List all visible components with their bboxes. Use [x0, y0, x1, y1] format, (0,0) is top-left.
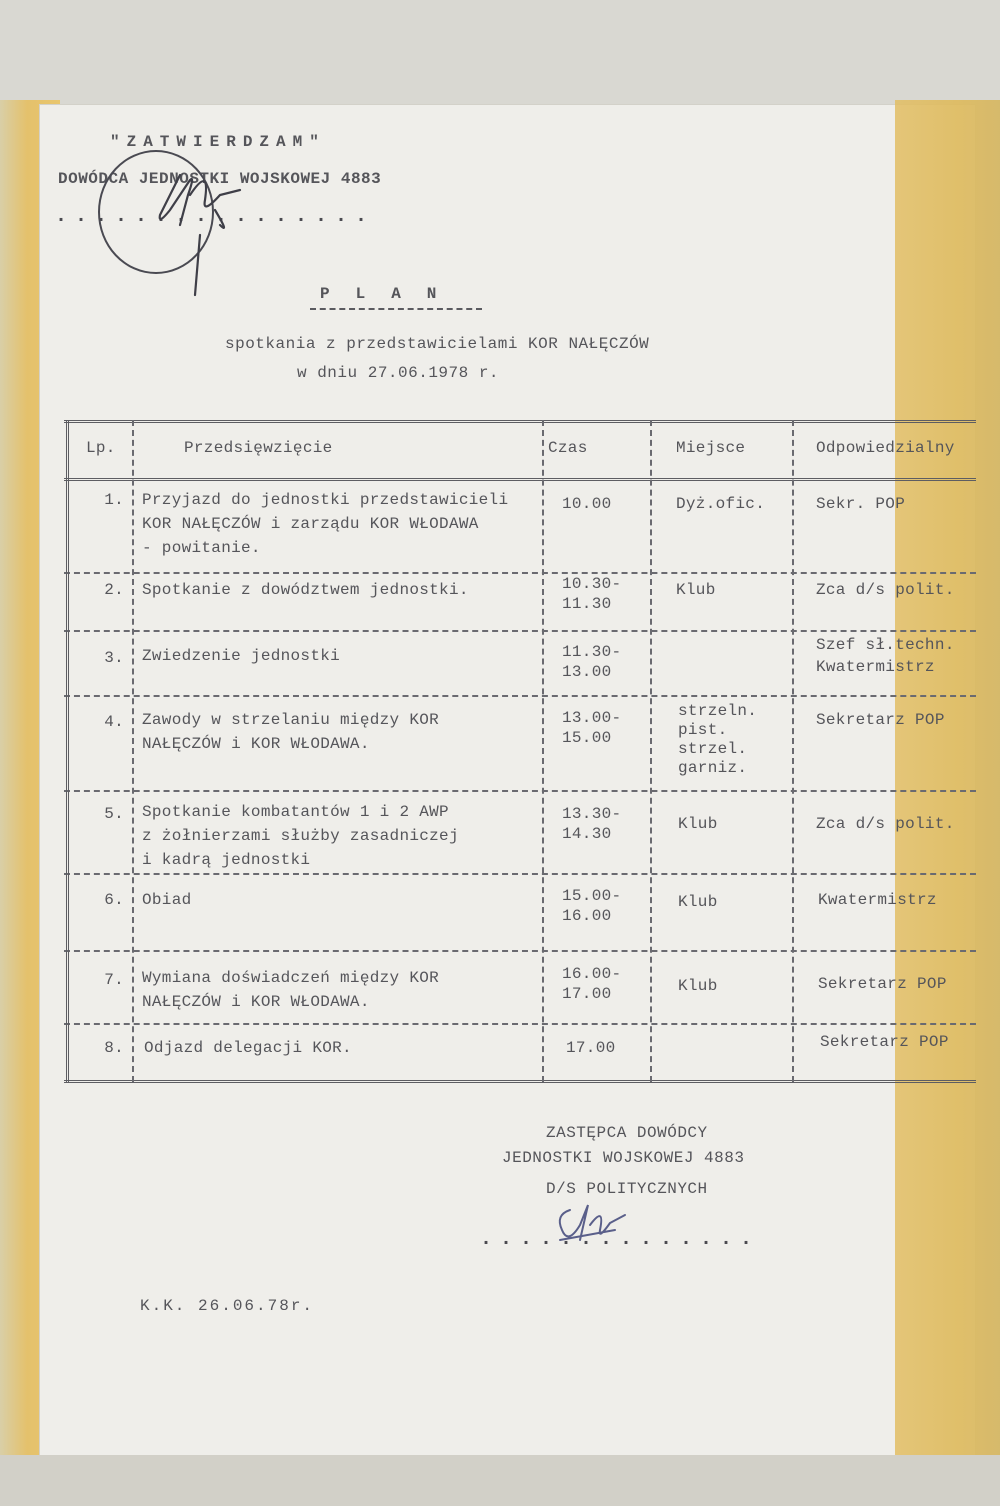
deputy-title-line-3: D/S POLITYCZNYCH — [546, 1180, 708, 1198]
row-time: 10.00 — [562, 495, 612, 513]
deputy-title-line-1: ZASTĘPCA DOWÓDCY — [546, 1124, 708, 1142]
header-responsible: Odpowiedzialny — [816, 439, 955, 457]
commander-signature — [150, 155, 270, 305]
row-event: Zwiedzenie jednostki — [142, 647, 341, 665]
row-place: Klub — [676, 581, 716, 599]
commander-line: DOWÓDCA JEDNOSTKI WOJSKOWEJ 4883 — [58, 170, 382, 188]
header-time: Czas — [548, 439, 588, 457]
signature-dots-top: ................ — [55, 205, 376, 228]
row-time: 13.00- 15.00 — [562, 709, 622, 747]
row-responsible: Zca d/s polit. — [816, 815, 955, 833]
row-number: 6. — [104, 891, 124, 909]
row-responsible: Zca d/s polit. — [816, 581, 955, 599]
subtitle-line-2: w dniu 27.06.1978 r. — [297, 364, 500, 382]
column-divider — [792, 420, 794, 1082]
row-place: Klub — [678, 893, 718, 911]
row-event: Spotkanie z dowództwem jednostki. — [142, 581, 469, 599]
row-responsible: Sekretarz POP — [816, 711, 945, 729]
header-place: Miejsce — [676, 439, 746, 457]
column-divider — [132, 420, 134, 1082]
deputy-title-line-2: JEDNOSTKI WOJSKOWEJ 4883 — [502, 1149, 745, 1167]
row-number: 5. — [104, 805, 124, 823]
schedule-table — [64, 420, 976, 1085]
row-divider — [64, 1023, 976, 1025]
row-number: 4. — [104, 713, 124, 731]
row-responsible: Sekr. POP — [816, 495, 906, 513]
column-divider — [650, 420, 652, 1082]
plan-title-underline — [310, 308, 482, 310]
header-lp: Lp. — [86, 439, 116, 457]
column-divider — [542, 420, 544, 1082]
row-divider — [64, 630, 976, 632]
table-bottom-border — [64, 1080, 976, 1083]
row-divider — [64, 572, 976, 574]
row-place: Dyż.ofic. — [676, 495, 766, 513]
row-responsible: Szef sł.techn. Kwatermistrz — [816, 636, 955, 676]
row-responsible: Kwatermistrz — [818, 891, 937, 909]
row-time: 17.00 — [566, 1039, 616, 1057]
row-event: Wymiana doświadczeń między KOR NAŁĘCZÓW i KOR WŁODAWA. — [142, 969, 440, 1011]
row-divider — [64, 873, 976, 875]
row-number: 7. — [104, 971, 124, 989]
row-event: Spotkanie kombatantów 1 i 2 AWP z żołnierzami służby zasadniczej i kadrą jednostki — [142, 803, 459, 869]
row-time: 11.30- 13.00 — [562, 643, 622, 681]
row-time: 10.30- 11.30 — [562, 575, 622, 613]
plan-title: PLAN — [320, 285, 463, 303]
row-event: Obiad — [142, 891, 192, 909]
row-place: strzeln. pist. strzel. garniz. — [678, 702, 758, 777]
row-number: 2. — [104, 581, 124, 599]
row-responsible: Sekretarz POP — [818, 975, 947, 993]
row-event: Zawody w strzelaniu między KOR NAŁĘCZÓW i KOR WŁODAWA. — [142, 711, 440, 753]
row-divider — [64, 950, 976, 952]
row-time: 15.00- 16.00 — [562, 887, 622, 925]
row-divider — [64, 790, 976, 792]
header-event: Przedsięwzięcie — [184, 439, 333, 457]
row-place: Klub — [678, 815, 718, 833]
subtitle-line-1: spotkania z przedstawicielami KOR NAŁĘCZÓW — [225, 335, 650, 353]
row-time: 16.00- 17.00 — [562, 965, 622, 1003]
row-number: 8. — [104, 1039, 124, 1057]
table-top-border — [64, 420, 976, 423]
background-surface — [0, 1455, 1000, 1506]
row-event: Odjazd delegacji KOR. — [144, 1039, 352, 1057]
row-time: 13.30- 14.30 — [562, 805, 622, 843]
row-place: Klub — [678, 977, 718, 995]
row-number: 3. — [104, 649, 124, 667]
row-responsible: Sekretarz POP — [820, 1033, 949, 1051]
row-divider — [64, 695, 976, 697]
approval-heading: "ZATWIERDZAM" — [110, 133, 326, 151]
row-number: 1. — [104, 491, 124, 509]
typist-initials: K.K. 26.06.78r. — [140, 1297, 315, 1315]
row-event: Przyjazd do jednostki przedstawicieli KOR NAŁĘCZÓW i zarządu KOR WŁODAWA - powitanie. — [142, 491, 509, 557]
table-header-border — [64, 478, 976, 481]
signature-dots-bottom: .............. — [480, 1228, 761, 1251]
